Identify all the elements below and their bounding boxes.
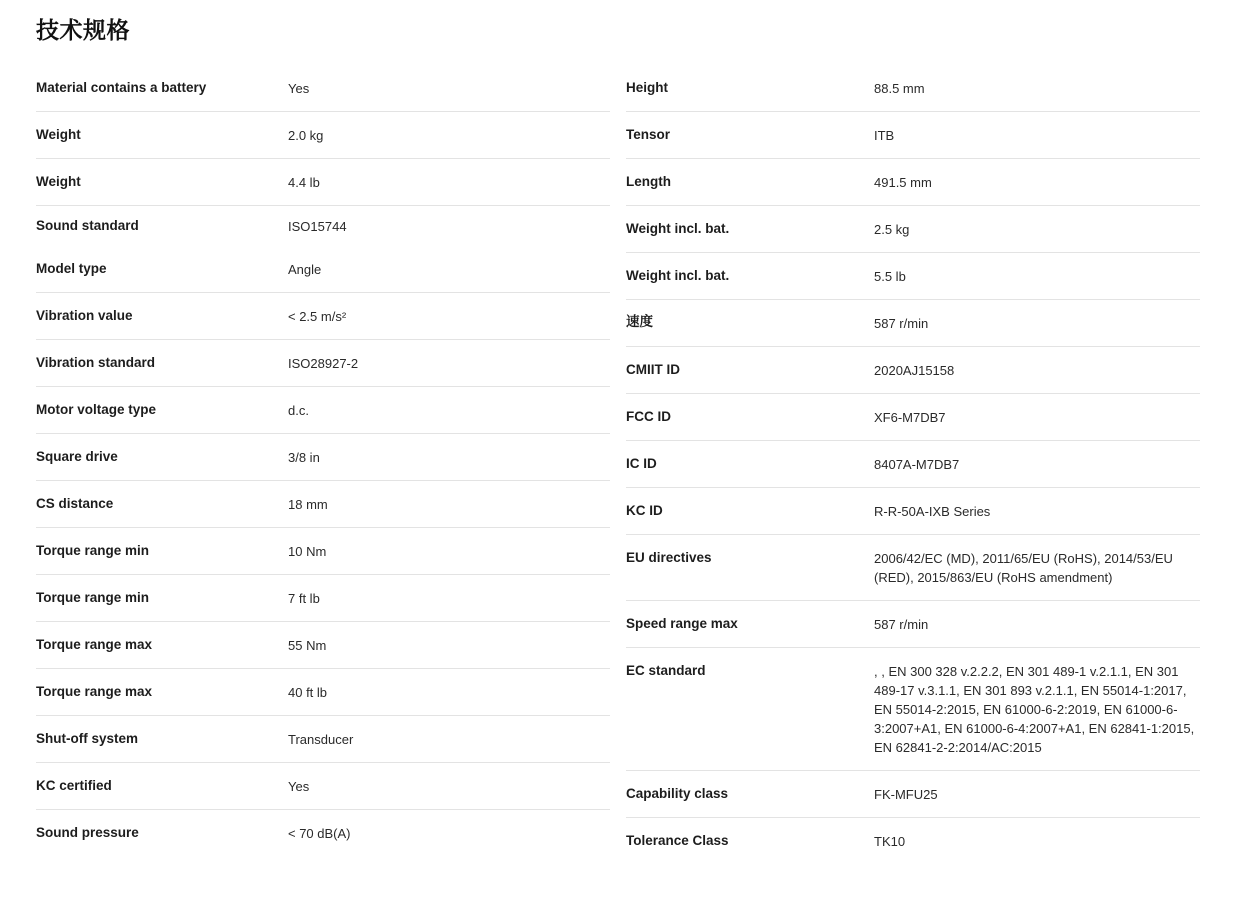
spec-value: 8407A-M7DB7 [874,457,960,472]
spec-value: 10 Nm [288,544,327,559]
spec-label: 速度 [626,314,653,330]
spec-label: CS distance [36,496,114,511]
spec-label: Tensor [626,127,671,142]
spec-column-left [36,65,610,864]
spec-value: XF6-M7DB7 [874,410,946,425]
spec-label: Vibration standard [36,355,156,370]
spec-value: 40 ft lb [288,685,328,700]
spec-row [626,771,1200,818]
spec-value: < 2.5 m/s² [288,309,347,324]
spec-row [626,300,1200,347]
spec-label: KC ID [626,503,663,518]
spec-value: 491.5 mm [874,175,932,190]
spec-value: < 70 dB(A) [288,826,351,841]
spec-row [626,818,1200,864]
spec-label: Weight incl. bat. [626,268,730,283]
spec-label: Material contains a battery [36,80,207,95]
spec-value: ITB [874,128,895,143]
spec-row [36,340,610,387]
spec-row [626,253,1200,300]
spec-value: 18 mm [288,497,328,512]
spec-row [626,601,1200,648]
spec-label: Torque range max [36,684,153,699]
spec-row [626,159,1200,206]
spec-value: 587 r/min [874,617,929,632]
spec-row [36,481,610,528]
spec-value: 2020AJ15158 [874,363,955,378]
spec-row [626,206,1200,253]
spec-label: CMIIT ID [626,362,680,377]
spec-value: Transducer [288,732,354,747]
spec-row [36,387,610,434]
spec-row [36,763,610,810]
spec-value: 2006/42/EC (MD), 2011/65/EU (RoHS), 2014/53/EU (RED), 2015/863/EU (RoHS amendment) [874,551,1173,585]
spec-value: d.c. [288,403,309,418]
spec-label: FCC ID [626,409,671,424]
spec-row [36,622,610,669]
spec-value: 3/8 in [288,450,320,465]
spec-row [626,648,1200,771]
spec-label: Vibration value [36,308,133,323]
spec-label: Tolerance Class [626,833,729,848]
spec-column-right [626,65,1200,864]
spec-label: Capability class [626,786,729,801]
spec-row [626,488,1200,535]
spec-label: Sound standard [36,218,139,233]
spec-value: , , EN 300 328 v.2.2.2, EN 301 489-1 v.2.1.1, EN 301 489-17 v.3.1.1, EN 301 893 v.2.1.1, EN 55014-1:2017, EN 55014-2:2015, EN 61000-6-2:2019, EN 61000-6-3:2007+A1, EN 61000-6-4:2007+A1, EN 62841-1:2015, EN 62841-2-2:2014/AC:2015 [874,664,1195,755]
spec-row [36,575,610,622]
spec-value: 2.0 kg [288,128,324,143]
spec-value: 5.5 lb [874,269,906,284]
spec-row [36,159,610,206]
spec-value: Yes [288,81,310,96]
spec-row [36,716,610,763]
spec-row [626,441,1200,488]
spec-label: Weight [36,174,81,189]
spec-row [626,535,1200,601]
spec-columns [36,65,1200,864]
spec-label: EC standard [626,663,706,678]
spec-row [36,206,610,246]
spec-value: ISO15744 [288,219,347,234]
spec-row [36,293,610,340]
spec-label: Length [626,174,671,189]
spec-row [36,528,610,575]
spec-value: 587 r/min [874,316,929,331]
spec-value: 55 Nm [288,638,327,653]
spec-row [626,112,1200,159]
spec-label: IC ID [626,456,657,471]
spec-label: Square drive [36,449,118,464]
spec-label: Torque range max [36,637,153,652]
spec-row [36,65,610,112]
spec-label: Weight [36,127,81,142]
spec-row [36,810,610,856]
spec-value: ISO28927-2 [288,356,359,371]
spec-label: Torque range min [36,590,150,605]
spec-label: Weight incl. bat. [626,221,730,236]
spec-label: Height [626,80,668,95]
spec-label: Speed range max [626,616,738,631]
spec-label: EU directives [626,550,712,565]
spec-value: FK-MFU25 [874,787,938,802]
spec-label: Model type [36,261,107,276]
spec-label: Torque range min [36,543,150,558]
spec-value: 4.4 lb [288,175,320,190]
spec-value: Yes [288,779,310,794]
spec-label: Motor voltage type [36,402,157,417]
spec-row [36,669,610,716]
spec-value: TK10 [874,834,906,849]
spec-value: 2.5 kg [874,222,910,237]
spec-value: 7 ft lb [288,591,320,606]
spec-row [36,246,610,293]
spec-value: 88.5 mm [874,81,925,96]
spec-row [36,112,610,159]
spec-row [36,434,610,481]
spec-row [626,65,1200,112]
spec-label: Sound pressure [36,825,139,840]
spec-label: KC certified [36,778,112,793]
spec-row [626,347,1200,394]
spec-row [626,394,1200,441]
page-title: 技术规格 [36,18,130,44]
spec-value: R-R-50A-IXB Series [874,504,991,519]
spec-value: Angle [288,262,322,277]
spec-label: Shut-off system [36,731,139,746]
